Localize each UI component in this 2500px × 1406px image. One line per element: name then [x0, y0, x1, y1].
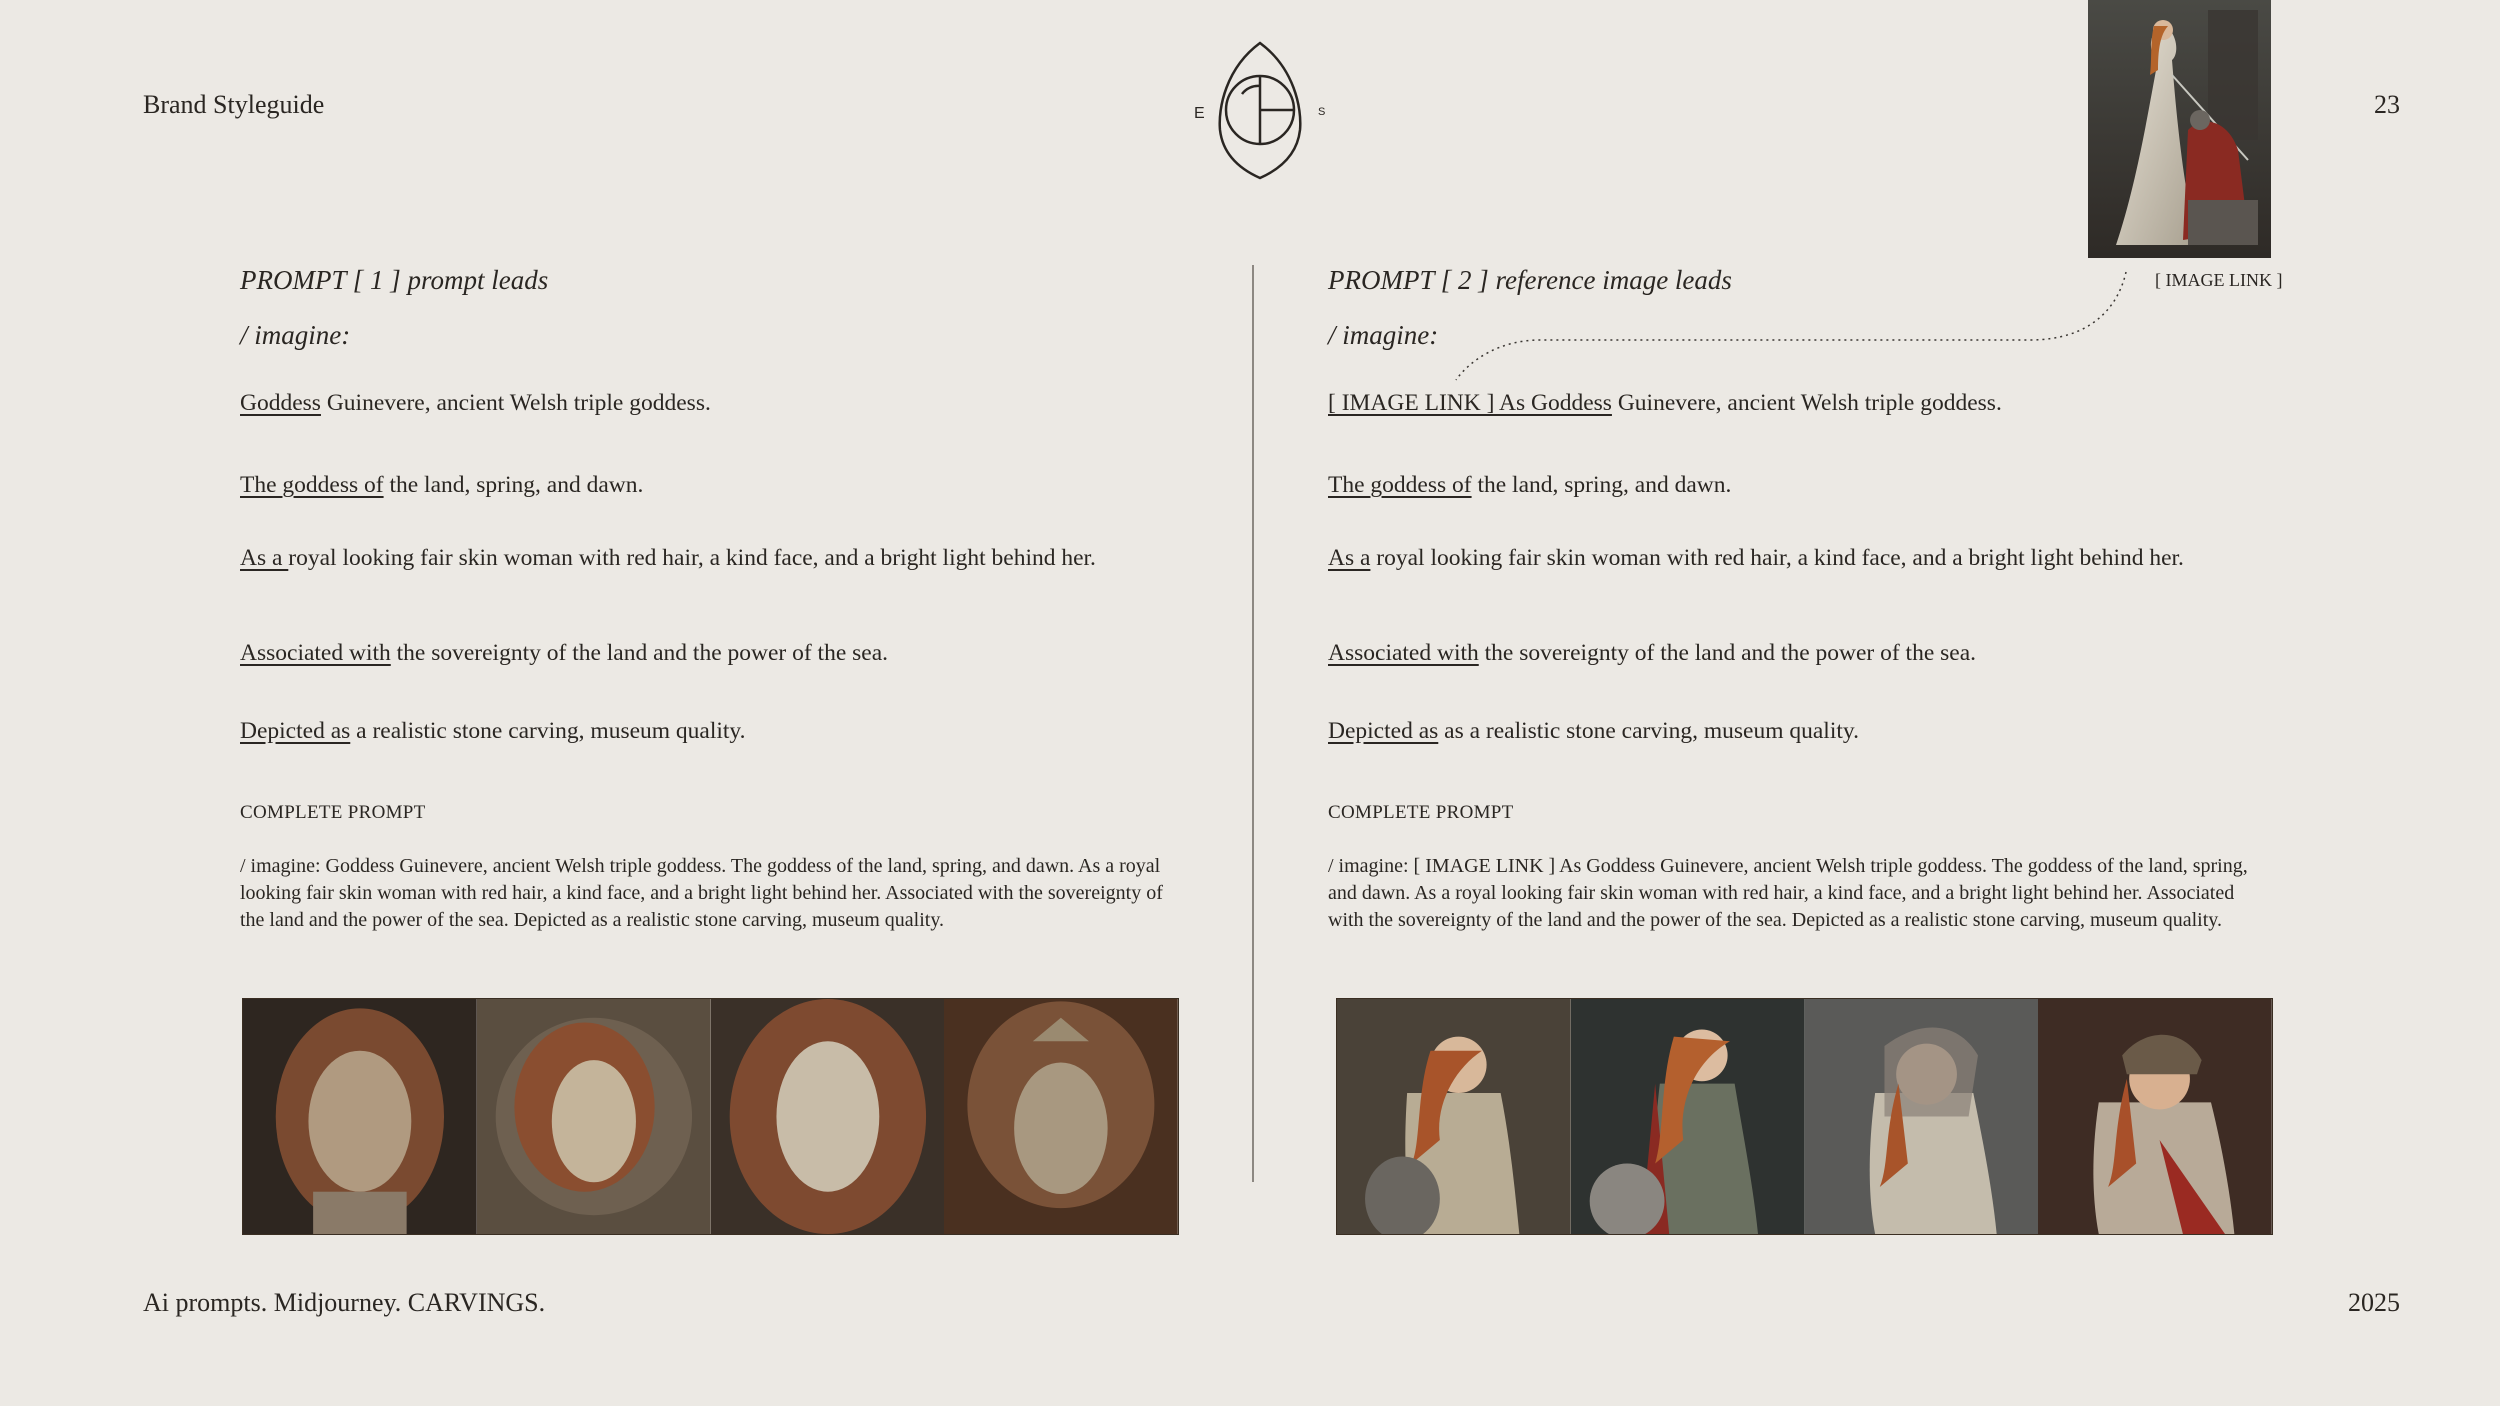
prompt-2-line-1: [ IMAGE LINK ] As Goddess Guinevere, ancient Welsh triple goddess.: [1328, 390, 2002, 416]
prompt-2-line-4: Associated with the sovereignty of the land and the power of the sea.: [1328, 640, 1977, 666]
prompt-2-line-5: Depicted as as a realistic stone carving, museum quality.: [1328, 718, 1859, 744]
footer-section-label: Ai prompts. Midjourney. CARVINGS.: [143, 1288, 546, 1317]
prompt-1-complete-label: COMPLETE PROMPT: [240, 802, 426, 823]
prompt-1-complete-text: / imagine: Goddess Guinevere, ancient Welsh triple goddess. The goddess of the land, spring, and dawn. As a royal looking fair skin woman with red hair, a kind face, and a bright light behind her. Associated with the sovereignty of the land and the power of the sea. Depicted as a realistic stone carving, museum quality.: [240, 855, 1163, 931]
prompt-1-line-3: As a royal looking fair skin woman with red hair, a kind face, and a bright light behind her.: [240, 545, 1096, 571]
prompt-2-complete-text: / imagine: [ IMAGE LINK ] As Goddess Guinevere, ancient Welsh triple goddess. The goddess of the land, spring, and dawn. As a royal looking fair skin woman with red hair, a kind face, and a bright light behind her. Associated with the sovereignty of the land and the power of the sea. Depicted as a realistic stone carving, museum quality.: [1328, 855, 2248, 931]
prompt-1-heading: PROMPT [ 1 ] prompt leads: [240, 265, 549, 295]
prompt-1-line-4: Associated with the sovereignty of the land and the power of the sea.: [240, 640, 889, 666]
prompt-2-heading: PROMPT [ 2 ] reference image leads: [1328, 265, 1732, 295]
prompt-1-line-5: Depicted as a realistic stone carving, museum quality.: [240, 718, 746, 744]
carving-image-4: [944, 999, 1178, 1234]
column-divider: [1252, 265, 1254, 1182]
guinevere-image-1: [1337, 999, 1571, 1234]
prompt-1-body: [240, 0, 1240, 1406]
footer-year: 2025: [2348, 1288, 2400, 1317]
carving-image-1: [243, 999, 477, 1234]
prompt-2-guinevere-images: [1336, 998, 2273, 1235]
guinevere-image-2: [1571, 999, 1805, 1234]
prompt-2-body: [1328, 0, 2338, 1406]
prompt-1-imagine: / imagine:: [240, 320, 351, 350]
reference-image-label: [ IMAGE LINK ]: [2155, 270, 2283, 290]
prompt-1-line-2: The goddess of the land, spring, and dawn.: [240, 472, 644, 498]
prompt-1-line-1: Goddess Guinevere, ancient Welsh triple goddess.: [240, 390, 711, 416]
brand-styleguide-title: Brand Styleguide: [143, 90, 325, 119]
guinevere-image-3: [1805, 999, 2039, 1234]
carving-image-2: [477, 999, 711, 1234]
guinevere-image-4: [2038, 999, 2272, 1234]
prompt-2-complete-label: COMPLETE PROMPT: [1328, 802, 1514, 823]
logo-letter-s: S: [1318, 106, 1326, 118]
logo-letter-e: E: [1194, 105, 1205, 122]
prompt-2-line-3: As a royal looking fair skin woman with red hair, a kind face, and a bright light behind her.: [1328, 545, 2184, 571]
carving-image-3: [711, 999, 945, 1234]
prompt-2-line-2: The goddess of the land, spring, and dawn.: [1328, 472, 1732, 498]
prompt-1-carving-images: [242, 998, 1179, 1235]
page-number: 23: [2374, 90, 2400, 119]
prompt-2-imagine: / imagine:: [1328, 320, 1439, 350]
